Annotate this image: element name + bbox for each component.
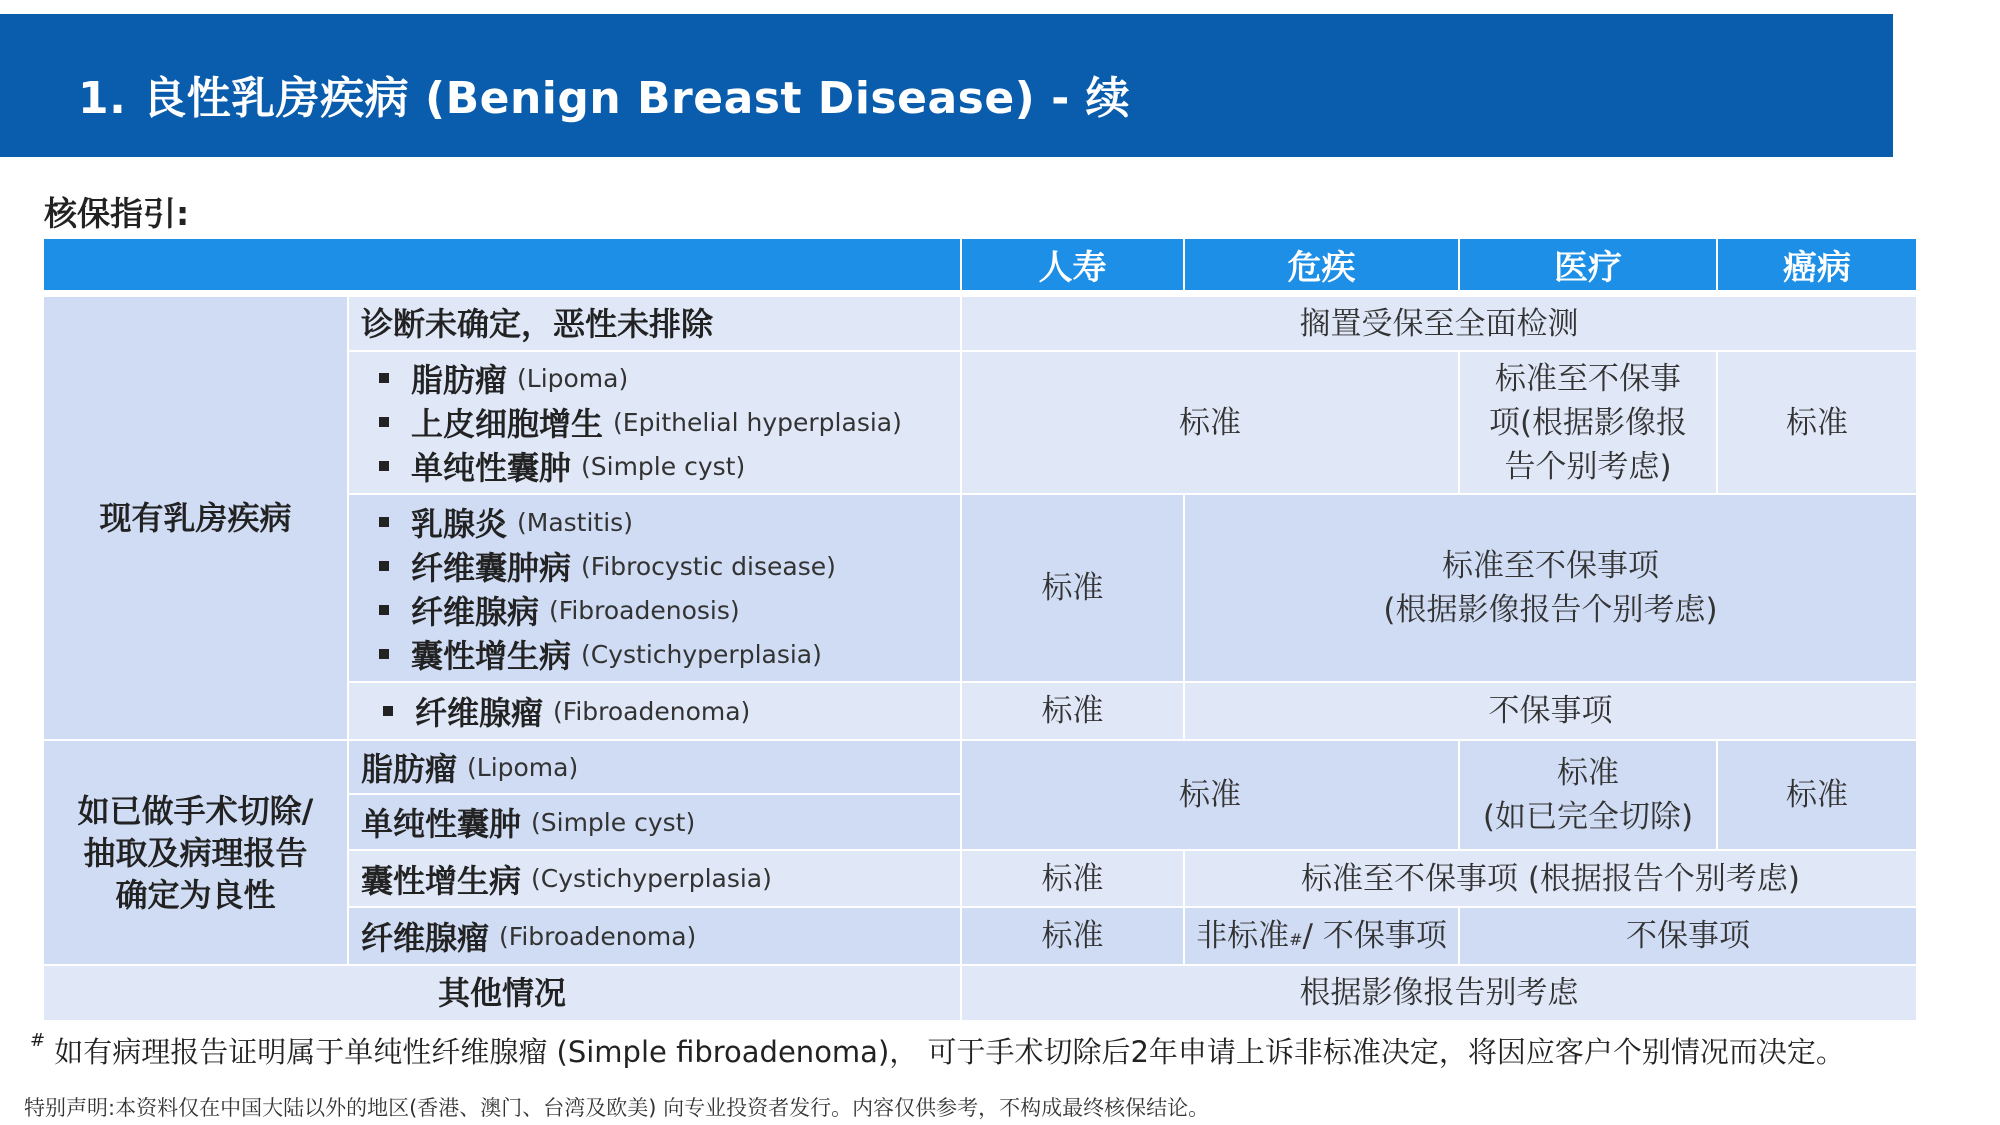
row-other-label: 其他情况 [44, 966, 960, 1020]
list-item: 脂肪瘤 (Lipoma) [379, 356, 960, 400]
list-item: 乳腺炎 (Mastitis) [379, 500, 960, 544]
list-item: 囊性增生病 (Cystichyperplasia) [379, 632, 960, 676]
group-b-others-value: 标准至不保事项 (根据影像报告个别考虑) [1185, 495, 1916, 681]
column-header-life: 人寿 [962, 239, 1183, 290]
row-surgical-fibroadenoma: 纤维腺瘤 (Fibroadenoma) [349, 908, 960, 964]
surgical-fibroadenoma-ci-value: 非标准 # / 不保事项 [1185, 908, 1458, 964]
surgical-fibroadenoma-med-cancer-value: 不保事项 [1460, 908, 1916, 964]
surgical-fibroadenoma-life-value: 标准 [962, 908, 1183, 964]
column-header-cancer: 癌病 [1718, 239, 1916, 290]
surgical-lipoma-cyst-cancer-value: 标准 [1718, 741, 1916, 849]
column-header-ci: 危疾 [1185, 239, 1458, 290]
section-title: 核保指引: [44, 194, 190, 233]
surgical-cystic-life-value: 标准 [962, 851, 1183, 906]
group-a-list [349, 356, 960, 488]
group-a-cancer-value: 标准 [1718, 352, 1916, 493]
surgical-cystic-others-value: 标准至不保事项 (根据报告个别考虑) [1185, 851, 1916, 906]
row-other-value: 根据影像报告别考虑 [962, 966, 1916, 1020]
surgical-lipoma-cyst-life-ci-value: 标准 [962, 741, 1458, 849]
list-item: 上皮细胞增生 (Epithelial hyperplasia) [379, 400, 960, 444]
surgical-lipoma-cyst-medical-value: 标准 (如已完全切除) [1460, 741, 1716, 849]
list-item: 纤维囊肿病 (Fibrocystic disease) [379, 544, 960, 588]
footnote: # 如有病理报告证明属于单纯性纤维腺瘤 (Simple fibroadenoma)， 可于手术切除后2年申请上诉非标准决定，将因应客户个别情况而决定。 [30, 1030, 1845, 1069]
group-b-list [349, 500, 960, 676]
row-surgical-lipoma: 脂肪瘤 (Lipoma) [349, 741, 960, 793]
group-a-life-ci-value: 标准 [962, 352, 1458, 493]
disclaimer: 特别声明:本资料仅在中国大陆以外的地区(香港、澳门、台湾及欧美) 向专业投资者发行。内容仅供参考，不构成最终核保结论。 [24, 1096, 1210, 1120]
table-header-blank [44, 239, 960, 290]
fibroadenoma-others-value: 不保事项 [1185, 683, 1916, 739]
fibroadenoma-life-value: 标准 [962, 683, 1183, 739]
group-b-life-value: 标准 [962, 495, 1183, 681]
fibroadenoma-list [349, 689, 960, 733]
group-surgical-benign: 如已做手术切除/抽取及病理报告确定为良性 [44, 741, 347, 964]
page-title: 1. 良性乳房疾病 (Benign Breast Disease) - 续 [78, 73, 1131, 124]
group-existing-disease: 现有乳房疾病 [44, 297, 347, 739]
row-undiagnosed-label: 诊断未确定，恶性未排除 [349, 297, 960, 350]
list-item: 纤维腺病 (Fibroadenosis) [379, 588, 960, 632]
column-header-medical: 医疗 [1460, 239, 1716, 290]
list-item: 单纯性囊肿 (Simple cyst) [379, 444, 960, 488]
row-surgical-simple-cyst: 单纯性囊肿 (Simple cyst) [349, 795, 960, 849]
row-undiagnosed-value: 搁置受保至全面检测 [962, 297, 1916, 350]
list-item: 纤维腺瘤 (Fibroadenoma) [383, 689, 960, 733]
group-a-medical-value: 标准至不保事项(根据影像报告个别考虑) [1460, 352, 1716, 493]
title-banner [0, 14, 1893, 157]
row-surgical-cystic-hyperplasia: 囊性增生病 (Cystichyperplasia) [349, 851, 960, 906]
